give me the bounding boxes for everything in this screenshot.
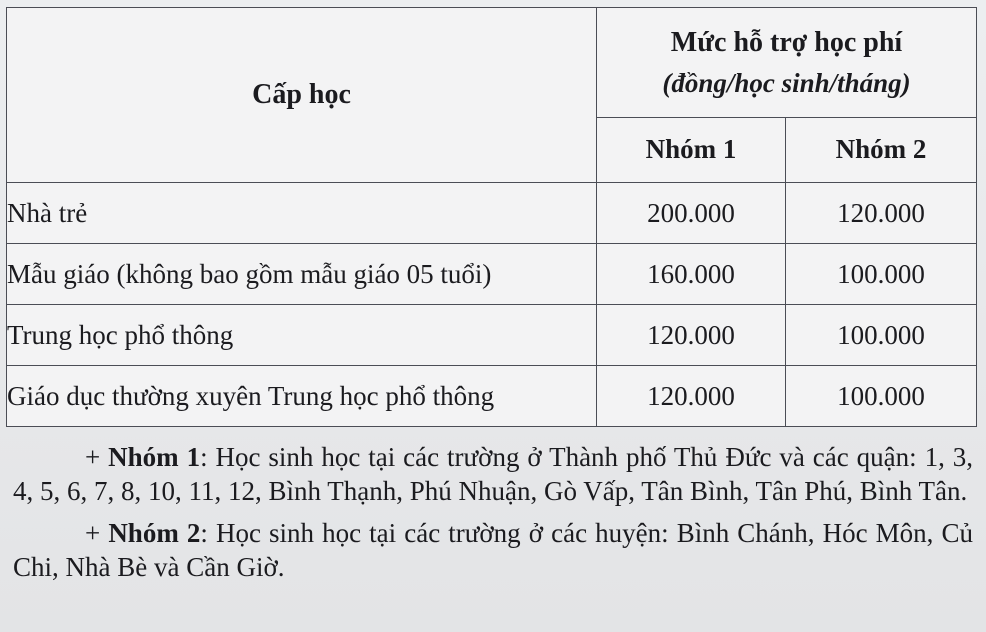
note-text: : Học sinh học tại các trường ở các huyện: Bình Chánh, Hóc Môn, Củ Chi, Nhà Bè và Cần Giờ. bbox=[13, 518, 973, 582]
row-group-1-value: 160.000 bbox=[597, 244, 786, 305]
header-level-label: Cấp học bbox=[252, 79, 351, 110]
row-group-2-value: 100.000 bbox=[786, 366, 977, 427]
row-level: Mẫu giáo (không bao gồm mẫu giáo 05 tuổi) bbox=[7, 244, 597, 305]
note-label: Nhóm 2 bbox=[108, 518, 201, 548]
row-level: Nhà trẻ bbox=[7, 183, 597, 244]
table-row bbox=[7, 305, 977, 366]
table-header-row bbox=[7, 8, 977, 118]
row-level: Giáo dục thường xuyên Trung học phổ thông bbox=[7, 366, 597, 427]
row-group-1-value: 200.000 bbox=[597, 183, 786, 244]
note-text: : Học sinh học tại các trường ở Thành phố Thủ Đức và các quận: 1, 3, 4, 5, 6, 7, 8, 10, 11, 12, Bình Thạnh, Phú Nhuận, Gò Vấp, Tân Bình, Tân Phú, Bình Tân. bbox=[13, 442, 973, 506]
note-prefix: + bbox=[85, 518, 109, 548]
note-prefix: + bbox=[85, 442, 109, 472]
notes-section bbox=[13, 440, 973, 592]
row-group-1-value: 120.000 bbox=[597, 305, 786, 366]
table-row bbox=[7, 244, 977, 305]
table-row bbox=[7, 183, 977, 244]
tuition-support-table bbox=[6, 7, 977, 427]
table-row bbox=[7, 366, 977, 427]
header-rate-unit: (đồng/học sinh/tháng) bbox=[662, 68, 911, 99]
row-group-2-value: 120.000 bbox=[786, 183, 977, 244]
row-group-1-value: 120.000 bbox=[597, 366, 786, 427]
header-level bbox=[7, 8, 597, 183]
header-rate-title: Mức hỗ trợ học phí bbox=[670, 27, 903, 59]
note-group-1 bbox=[13, 440, 973, 508]
header-rate bbox=[597, 8, 977, 118]
note-label: Nhóm 1 bbox=[108, 442, 201, 472]
header-group-2: Nhóm 2 bbox=[786, 117, 977, 182]
row-group-2-value: 100.000 bbox=[786, 305, 977, 366]
note-group-2 bbox=[13, 516, 973, 584]
row-group-2-value: 100.000 bbox=[786, 244, 977, 305]
header-group-1: Nhóm 1 bbox=[597, 117, 786, 182]
row-level: Trung học phổ thông bbox=[7, 305, 597, 366]
